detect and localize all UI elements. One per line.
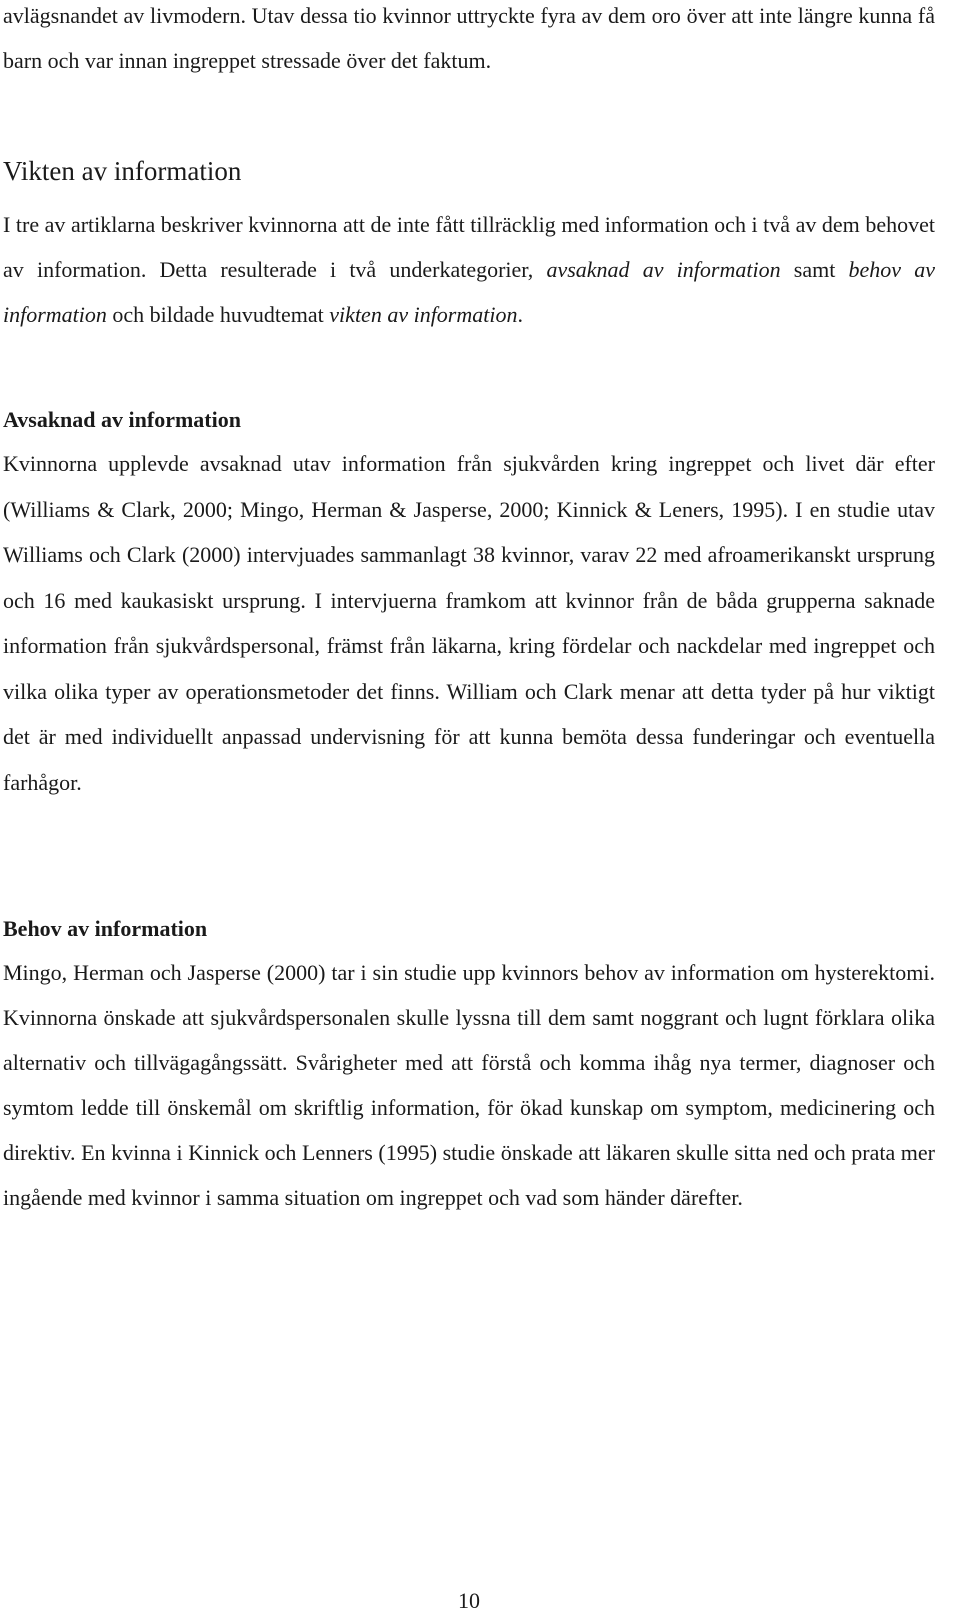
heading-vikten-av-information: Vikten av information [3, 156, 242, 186]
vikten-text-3: och bildade huvudtemat [106, 302, 330, 327]
vikten-text-4: . [517, 302, 523, 327]
heading-avsaknad-av-information: Avsaknad av information [3, 407, 241, 432]
avsaknad-paragraph: Kvinnorna upplevde avsaknad utav information från sjukvården kring ingreppet och livet där efter (Williams & Clark, 2000; Mingo, Herman & Jasperse, 2000; Kinnick & Leners, 1995). I en studie utav Williams och Clark (2000) intervjuades sammanlagt 38 kvinnor, varav 22 med afroamerikanskt ursprung och 16 med kaukasiskt ursprung. I intervjuerna framkom att kvinnor från de båda grupperna saknade information från sjukvårdspersonal, främst från läkarna, kring fördelar och nackdelar med ingreppet och vilka olika typer av operationsmetoder det finns. William och Clark menar att detta tyder på hur viktigt det är med individuellt anpassad undervisning för att kunna bemöta dessa funderingar och eventuella farhågor. [3, 451, 935, 795]
vikten-emphasis-behov: behov av information [3, 257, 936, 327]
behov-paragraph: Mingo, Herman och Jasperse (2000) tar i sin studie upp kvinnors behov av information om hysterektomi. Kvinnorna önskade att sjukvårdspersonalen skulle lyssna till dem samt noggrant och lugnt förklara olika alternativ och tillvägagångssätt. Svårigheter med att förstå och komma ihåg nya termer, diagnoser och symtom ledde till önskemål om skriftlig information, för ökad kunskap om symptom, medicinering och direktiv. En kvinna i Kinnick och Lenners (1995) studie önskade att läkaren skulle sitta ned och prata mer ingående med kvinnor i samma situation om ingreppet och vad som händer därefter. [3, 960, 935, 1210]
page-number: 10 [458, 1588, 480, 1613]
vikten-paragraph [3, 202, 935, 337]
vikten-emphasis-vikten: vikten av information [329, 302, 518, 327]
intro-paragraph: avlägsnandet av livmodern. Utav dessa tio kvinnor uttryckte fyra av dem oro över att inte längre kunna få barn och var innan ingreppet stressade över det faktum. [3, 3, 935, 73]
vikten-text-2: samt [780, 257, 849, 282]
heading-behov-av-information: Behov av information [3, 916, 208, 941]
vikten-emphasis-avsaknad: avsaknad av information [546, 257, 781, 282]
vikten-text-1: I tre av artiklarna beskriver kvinnorna att de inte fått tillräcklig med information och i två av dem behovet av information. Detta resulterade i två underkategorier, [3, 212, 935, 282]
